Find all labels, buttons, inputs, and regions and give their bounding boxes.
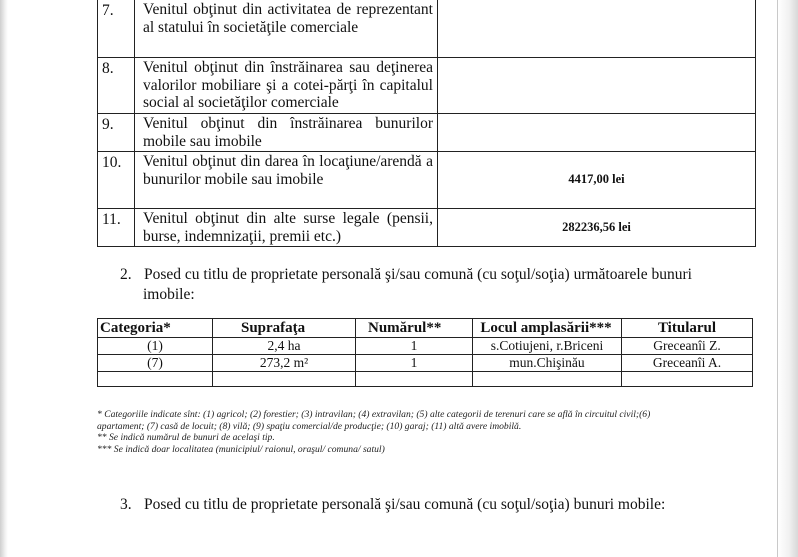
table-row <box>98 0 756 58</box>
cell-category: (1) <box>98 338 213 355</box>
table-row <box>98 338 753 355</box>
cell-category <box>98 372 213 387</box>
section-text-line2: imobile: <box>143 286 195 303</box>
table-row <box>98 58 756 114</box>
table-row <box>98 152 756 209</box>
footnote-categories: * Categoriile indicate sînt: (1) agricol; (2) forestier; (3) intravilan; (4) extravilan; (5) alte categorii de terenuri care se află în circuitul civil;(6) <box>97 409 651 420</box>
row-value: 282236,56 lei <box>438 209 756 247</box>
row-value <box>438 0 756 58</box>
footnote-location: *** Se indică doar localitatea (municipiul/ raionul, oraşul/ comuna/ satul) <box>97 443 385 455</box>
property-table <box>97 318 753 387</box>
header-category: Categoria* <box>98 319 213 338</box>
row-value <box>438 58 756 114</box>
header-count: Numărul** <box>356 319 473 338</box>
section-3-paragraph <box>120 495 756 515</box>
row-description: Venitul obţinut din alte surse legale (pensii, burse, indemnizaţii, premii etc.) <box>135 209 438 247</box>
row-description: Venitul obţinut din înstrăinarea sau deţinerea valorilor mobiliare şi a cotei-părţi în capitalul social al societăţilor comerciale <box>135 58 438 114</box>
cell-count <box>356 372 473 387</box>
row-number: 8. <box>98 58 135 114</box>
table-header-row <box>98 319 753 338</box>
header-owner: Titularul <box>622 319 753 338</box>
row-description: Venitul obţinut din darea în locaţiune/arendă a bunurilor mobile sau imobile <box>135 152 438 209</box>
footnote-categories-cont: apartament; (7) casă de locuit; (8) vilă; (9) spaţiu comercial/de producţie; (10) garaj; (11) altă avere imobilă. <box>97 420 522 432</box>
header-location: Locul amplasării*** <box>473 319 622 338</box>
income-table <box>97 0 756 247</box>
row-description: Venitul obţinut din activitatea de reprezentant al statului în societăţile comerciale <box>135 0 438 58</box>
section-number: 3. <box>120 496 132 513</box>
page-edge-right <box>777 0 798 557</box>
table-row <box>98 372 753 387</box>
header-area: Suprafaţa <box>213 319 356 338</box>
row-value: 4417,00 lei <box>438 152 756 209</box>
section-number: 2. <box>120 266 132 283</box>
section-2-paragraph <box>120 265 756 305</box>
table-row <box>98 355 753 372</box>
cell-count: 1 <box>356 338 473 355</box>
row-number: 10. <box>98 152 135 209</box>
cell-area <box>213 372 356 387</box>
cell-location: mun.Chişinău <box>473 355 622 372</box>
cell-owner: Greceanîi Z. <box>622 338 753 355</box>
row-description: Venitul obţinut din înstrăinarea bunurilor mobile sau imobile <box>135 114 438 152</box>
table-row <box>98 114 756 152</box>
page-edge-left <box>0 0 8 557</box>
cell-category: (7) <box>98 355 213 372</box>
cell-location: s.Cotiujeni, r.Briceni <box>473 338 622 355</box>
row-number: 7. <box>98 0 135 58</box>
cell-owner: Greceanîi A. <box>622 355 753 372</box>
row-value <box>438 114 756 152</box>
row-number: 9. <box>98 114 135 152</box>
cell-owner <box>622 372 753 387</box>
cell-location <box>473 372 622 387</box>
table-row <box>98 209 756 247</box>
cell-count: 1 <box>356 355 473 372</box>
footnote-count: ** Se indică numărul de bunuri de acelaşi tip. <box>97 432 275 444</box>
footnotes <box>97 409 761 455</box>
row-number: 11. <box>98 209 135 247</box>
cell-area: 273,2 m² <box>213 355 356 372</box>
section-text: Posed cu titlu de proprietate personală şi/sau comună (cu soţul/soţia) bunuri mobile: <box>144 496 666 513</box>
cell-area: 2,4 ha <box>213 338 356 355</box>
section-text-line1: Posed cu titlu de proprietate personală şi/sau comună (cu soţul/soţia) următoarele bunuri <box>144 266 692 283</box>
